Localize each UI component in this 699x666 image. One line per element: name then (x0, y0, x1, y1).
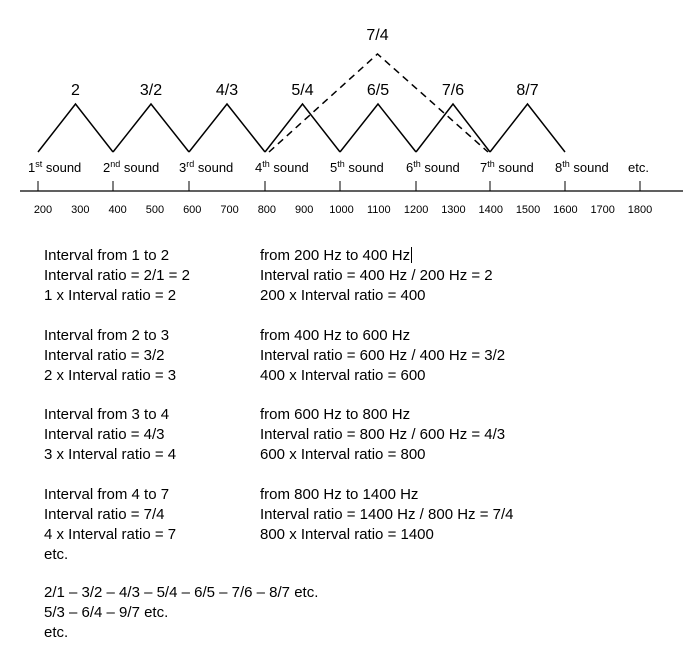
frequency-label: 1300 (441, 204, 466, 216)
interval-peak-label: 8/7 (516, 82, 539, 99)
sound-label: 7th sound (480, 159, 534, 175)
interval-product: 2 x Interval ratio = 3 (44, 366, 177, 384)
interval-peak-label: 7/6 (441, 82, 465, 99)
interval-peak (490, 104, 565, 152)
frequency-product: 400 x Interval ratio = 600 (260, 366, 426, 384)
sounds-etc-label: etc. (628, 160, 649, 175)
big-interval-peak-label: 7/4 (366, 27, 389, 44)
interval-title: Interval from 1 to 2 (44, 247, 170, 264)
block-right-column (260, 246, 680, 306)
interval-ratio: Interval ratio = 2/1 = 2 (44, 267, 190, 284)
frequency-label: 500 (145, 204, 165, 216)
sound-label: 8th sound (555, 159, 609, 175)
frequency-label: 900 (295, 204, 314, 216)
interval-explanations (44, 246, 684, 584)
interval-title: Interval from 4 to 7 (44, 485, 170, 503)
interval-peak-label: 6/5 (366, 82, 390, 99)
block-right-column (260, 485, 680, 565)
interval-peak (189, 104, 265, 152)
frequency-label: 1700 (590, 204, 615, 216)
frequency-label: 700 (220, 204, 239, 216)
sound-label: 4th sound (255, 159, 309, 175)
big-interval-peak (269, 54, 488, 152)
interval-peak-label: 2 (71, 82, 80, 99)
sound-label: 5th sound (330, 159, 384, 175)
interval-peak (113, 104, 189, 152)
interval-peak-label: 5/4 (291, 82, 314, 99)
frequency-label: 1100 (366, 204, 391, 216)
interval-peak-label: 3/2 (139, 82, 163, 99)
sequence-line-3: etc. (44, 624, 69, 641)
interval-title: Interval from 3 to 4 (44, 406, 170, 423)
frequency-label: 800 (257, 204, 277, 216)
frequency-product: 600 x Interval ratio = 800 (260, 446, 426, 463)
block-left-column (44, 485, 260, 565)
frequency-label: 1000 (329, 204, 354, 216)
interval-product: 1 x Interval ratio = 2 (44, 287, 177, 304)
interval-ratio: Interval ratio = 3/2 (44, 346, 165, 364)
sequence-line-2: 5/3 – 6/4 – 9/7 etc. (44, 604, 169, 621)
frequency-ratio: Interval ratio = 800 Hz / 600 Hz = 4/3 (260, 426, 506, 443)
interval-ratio: Interval ratio = 7/4 (44, 505, 165, 523)
sound-label: 6th sound (406, 159, 460, 175)
interval-peak (265, 104, 340, 152)
sound-label: 1st sound (28, 159, 82, 175)
frequency-range: from 400 Hz to 600 Hz (260, 326, 411, 344)
interval-ratio: Interval ratio = 4/3 (44, 426, 165, 443)
interval-block-4-7 (44, 485, 684, 565)
interval-diagram (0, 0, 699, 225)
frequency-label: 400 (108, 204, 127, 216)
sound-label: 2nd sound (103, 159, 160, 175)
frequency-label: 1400 (478, 204, 503, 216)
interval-block-2-3 (44, 326, 684, 386)
frequency-label: 1200 (403, 204, 429, 216)
block-left-column (44, 405, 260, 465)
interval-peak (38, 104, 113, 152)
sound-label: 3rd sound (179, 159, 234, 175)
interval-product: 3 x Interval ratio = 4 (44, 446, 177, 463)
etc-text: etc. (44, 545, 69, 563)
frequency-product: 800 x Interval ratio = 1400 (260, 525, 434, 543)
frequency-product: 200 x Interval ratio = 400 (260, 287, 426, 304)
block-left-column (44, 326, 260, 386)
frequency-ratio: Interval ratio = 600 Hz / 400 Hz = 3/2 (260, 346, 506, 364)
interval-block-3-4 (44, 405, 684, 465)
block-right-column (260, 405, 680, 465)
text-cursor (411, 247, 412, 263)
ratio-sequences (44, 583, 318, 643)
interval-title: Interval from 2 to 3 (44, 326, 170, 344)
interval-product: 4 x Interval ratio = 7 (44, 525, 177, 543)
frequency-label: 600 (183, 204, 202, 216)
interval-peak-label: 4/3 (215, 82, 239, 99)
frequency-ratio: Interval ratio = 400 Hz / 200 Hz = 2 (260, 267, 493, 284)
block-right-column (260, 326, 680, 386)
frequency-range: from 200 Hz to 400 Hz (260, 247, 411, 264)
frequency-label: 200 (33, 204, 53, 216)
frequency-label: 1600 (553, 204, 578, 216)
interval-block-1-2 (44, 246, 684, 306)
frequency-label: 300 (71, 204, 90, 216)
frequency-label: 1500 (515, 204, 541, 216)
frequency-range: from 800 Hz to 1400 Hz (260, 485, 419, 503)
frequency-ratio: Interval ratio = 1400 Hz / 800 Hz = 7/4 (260, 505, 514, 523)
frequency-range: from 600 Hz to 800 Hz (260, 406, 411, 423)
sequence-line-1: 2/1 – 3/2 – 4/3 – 5/4 – 6/5 – 7/6 – 8/7 etc. (44, 584, 319, 601)
interval-peak (340, 104, 416, 152)
frequency-label: 1800 (627, 204, 653, 216)
block-left-column (44, 246, 260, 306)
